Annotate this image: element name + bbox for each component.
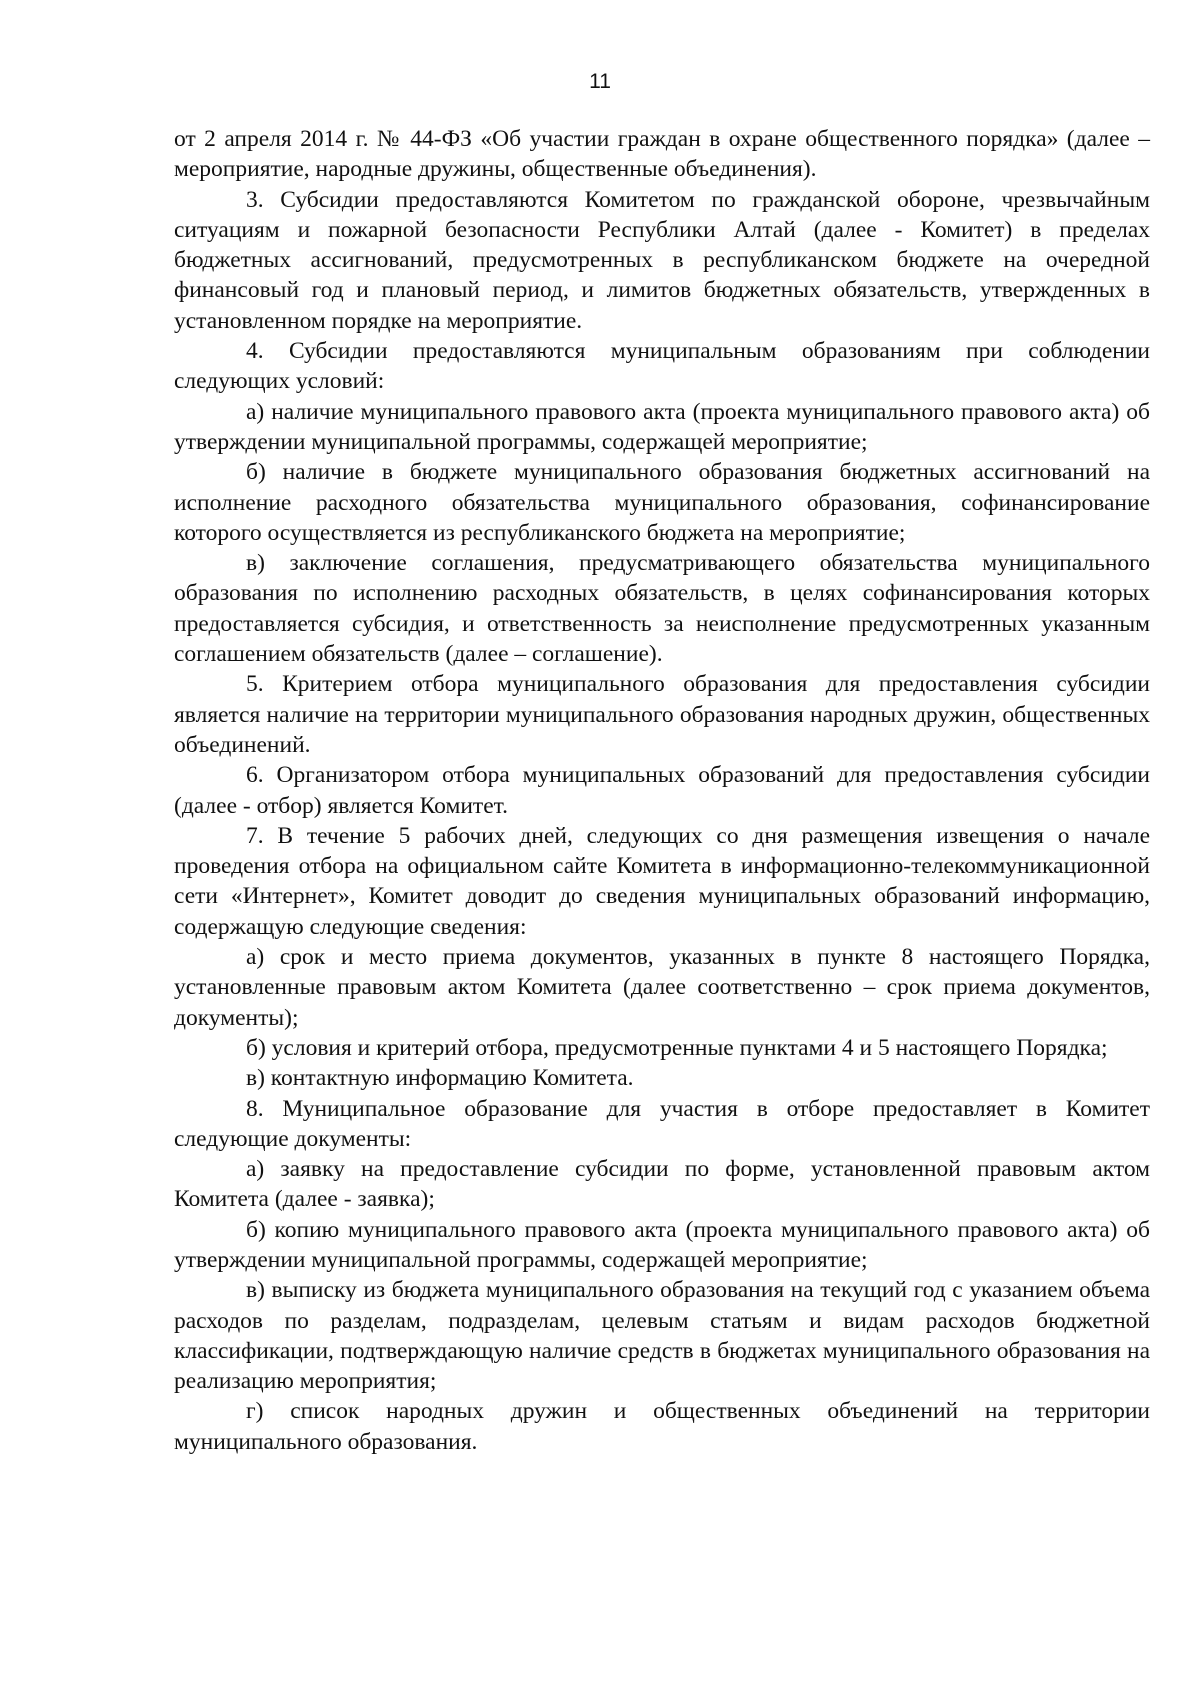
paragraph: а) срок и место приема документов, указанных в пункте 8 настоящего Порядка, установленные правовым актом Комитета (далее соответственно – срок приема документов, документы); <box>174 944 1150 1031</box>
paragraph: от 2 апреля 2014 г. № 44-ФЗ «Об участии граждан в охране общественного порядка» (далее – мероприятие, народные дружины, общественные объединения). <box>174 126 1150 183</box>
paragraph: в) контактную информацию Комитета. <box>246 1065 634 1092</box>
paragraph: 4. Субсидии предоставляются муниципальным образованиям при соблюдении следующих условий: <box>174 338 1150 395</box>
paragraph: б) наличие в бюджете муниципального образования бюджетных ассигнований на исполнение расходного обязательства муниципального образования, софинансирование которого осуществляется из республиканского бюджета на мероприятие; <box>174 459 1150 546</box>
paragraph: а) заявку на предоставление субсидии по форме, установленной правовым актом Комитета (далее - заявка); <box>174 1156 1150 1213</box>
paragraph: 7. В течение 5 рабочих дней, следующих со дня размещения извещения о начале проведения отбора на официальном сайте Комитета в информационно-телекоммуникационной сети «Интернет», Комитет доводит до сведения муниципальных образований информацию, содержащую следующие сведения: <box>174 822 1150 940</box>
paragraph: 6. Организатором отбора муниципальных образований для предоставления субсидии (далее - отбор) является Комитет. <box>174 762 1150 819</box>
page-number: 11 <box>589 70 611 93</box>
paragraph: г) список народных дружин и общественных объединений на территории муниципального образования. <box>174 1398 1150 1455</box>
paragraph: 8. Муниципальное образование для участия в отборе предоставляет в Комитет следующие документы: <box>174 1095 1150 1152</box>
paragraph: 5. Критерием отбора муниципального образования для предоставления субсидии является наличие на территории муниципального образования народных дружин, общественных объединений. <box>174 671 1150 758</box>
paragraph: а) наличие муниципального правового акта (проекта муниципального правового акта) об утверждении муниципальной программы, содержащей мероприятие; <box>174 398 1150 455</box>
document-body <box>174 124 1150 1457</box>
paragraph: б) копию муниципального правового акта (проекта муниципального правового акта) об утверждении муниципальной программы, содержащей мероприятие; <box>174 1216 1150 1273</box>
paragraph: 3. Субсидии предоставляются Комитетом по гражданской обороне, чрезвычайным ситуациям и пожарной безопасности Республики Алтай (далее - Комитет) в пределах бюджетных ассигнований, предусмотренных в республиканском бюджете на очередной финансовый год и плановый период, и лимитов бюджетных обязательств, утвержденных в установленном порядке на мероприятие. <box>174 186 1150 334</box>
paragraph: в) выписку из бюджета муниципального образования на текущий год с указанием объема расходов по разделам, подразделам, целевым статьям и видам расходов бюджетной классификации, подтверждающую наличие средств в бюджетах муниципального образования на реализацию мероприятия; <box>174 1277 1150 1395</box>
paragraph: б) условия и критерий отбора, предусмотренные пунктами 4 и 5 настоящего Порядка; <box>246 1034 1108 1061</box>
paragraph: в) заключение соглашения, предусматривающего обязательства муниципального образования по исполнению расходных обязательств, в целях софинансирования которых предоставляется субсидия, и ответственность за неисполнение предусмотренных указанным соглашением обязательств (далее – соглашение). <box>174 550 1150 668</box>
